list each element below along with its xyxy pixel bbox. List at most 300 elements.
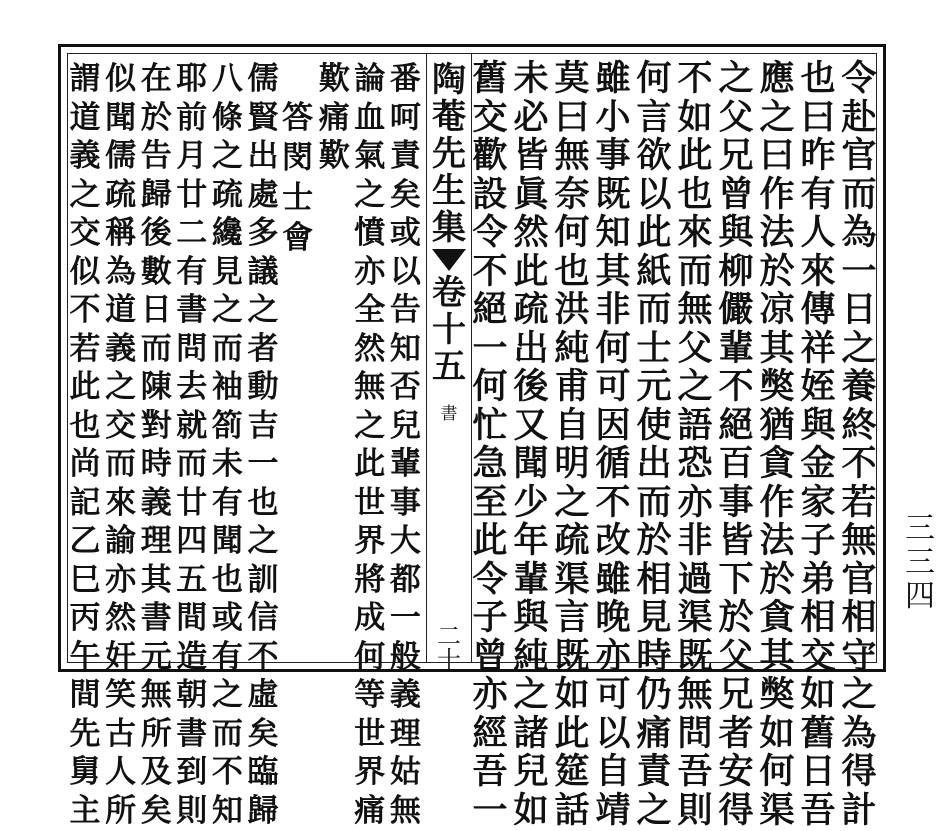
glyph: 痛 — [354, 792, 386, 829]
glyph: 交 — [69, 215, 101, 251]
glyph: 不 — [472, 250, 508, 292]
glyph: 道 — [69, 99, 101, 136]
glyph: 非 — [595, 289, 631, 330]
glyph: 絕 — [718, 404, 754, 446]
glyph: 告 — [389, 292, 421, 328]
glyph: 記 — [69, 484, 101, 521]
glyph: 疏 — [211, 176, 243, 213]
glyph: 無 — [677, 289, 713, 330]
glyph: 大 — [389, 523, 421, 559]
glyph: 見 — [211, 253, 243, 290]
title-char: 陶 — [432, 60, 466, 100]
glyph: 欲 — [636, 135, 672, 176]
glyph: 世 — [354, 484, 386, 521]
glyph: 曰 — [759, 135, 795, 176]
glyph: 來 — [800, 250, 836, 292]
text-column — [593, 58, 633, 831]
glyph: 廿 — [176, 176, 208, 213]
text-column — [174, 60, 210, 829]
glyph: 交 — [800, 635, 836, 677]
glyph: 此 — [69, 369, 101, 405]
glyph: 動 — [247, 369, 279, 405]
text-block — [67, 53, 877, 831]
glyph: 乙 — [69, 523, 101, 559]
glyph: 兄 — [718, 674, 754, 715]
glyph: 界 — [354, 754, 386, 790]
glyph: 而 — [105, 446, 137, 482]
glyph: 古 — [105, 715, 137, 752]
glyph: 於 — [759, 558, 795, 600]
glyph: 日 — [841, 289, 877, 330]
glyph: 如 — [759, 712, 795, 754]
glyph: 經 — [472, 712, 508, 754]
glyph: 時 — [140, 446, 172, 482]
glyph: 諸 — [513, 712, 549, 754]
heading-char: 士 — [282, 180, 314, 216]
glyph: 笑 — [105, 677, 137, 713]
glyph: 有 — [211, 484, 243, 521]
glyph: 而 — [211, 715, 243, 752]
glyph: 如 — [513, 789, 549, 831]
glyph: 稱 — [105, 215, 137, 251]
glyph: 柳 — [718, 250, 754, 292]
glyph: 般 — [389, 638, 421, 675]
glyph: 問 — [677, 712, 713, 754]
glyph: 兒 — [389, 407, 421, 444]
glyph: 何 — [759, 751, 795, 792]
glyph: 可 — [595, 674, 631, 715]
glyph: 之 — [841, 674, 877, 715]
glyph: 作 — [759, 173, 795, 215]
text-column — [103, 60, 139, 829]
glyph: 也 — [554, 250, 590, 292]
glyph: 有 — [211, 638, 243, 675]
glyph: 耶 — [176, 61, 208, 97]
glyph: 如 — [677, 96, 713, 138]
glyph: 箚 — [211, 407, 243, 444]
glyph: 法 — [759, 520, 795, 561]
glyph: 出 — [247, 138, 279, 174]
volume-char: 卷 — [432, 273, 466, 313]
glyph: 應 — [759, 58, 795, 99]
glyph: 然 — [513, 212, 549, 253]
glyph: 獘 — [759, 674, 795, 715]
glyph: 渠 — [554, 558, 590, 600]
text-column — [634, 58, 674, 831]
glyph: 來 — [105, 484, 137, 521]
text-column — [511, 58, 551, 831]
glyph: 何 — [595, 327, 631, 369]
glyph: 無 — [140, 677, 172, 713]
glyph: 而 — [176, 446, 208, 482]
glyph: 義 — [389, 677, 421, 713]
glyph: 都 — [389, 561, 421, 598]
glyph: 其 — [759, 635, 795, 677]
leaf-char: 十 — [437, 646, 461, 674]
glyph: 氣 — [354, 138, 386, 174]
glyph: 使 — [636, 404, 672, 446]
glyph: 非 — [677, 520, 713, 561]
title-char: 集 — [432, 208, 466, 248]
text-column — [316, 60, 352, 666]
glyph: 眞 — [513, 173, 549, 215]
glyph: 姪 — [800, 366, 836, 407]
glyph: 過 — [677, 558, 713, 600]
glyph: 恐 — [677, 443, 713, 484]
glyph: 時 — [636, 635, 672, 677]
glyph: 之 — [718, 58, 754, 99]
glyph: 信 — [247, 600, 279, 636]
text-column — [757, 58, 797, 831]
glyph: 小 — [595, 96, 631, 138]
glyph: 於 — [140, 99, 172, 136]
glyph: 者 — [247, 330, 279, 367]
glyph: 亦 — [595, 635, 631, 677]
glyph: 不 — [247, 638, 279, 675]
glyph: 之 — [211, 138, 243, 174]
glyph: 一 — [389, 600, 421, 636]
glyph: 父 — [718, 96, 754, 138]
glyph: 奈 — [554, 173, 590, 215]
glyph: 間 — [176, 600, 208, 636]
glyph: 得 — [718, 789, 754, 831]
glyph: 赴 — [841, 96, 877, 138]
glyph: 二 — [176, 215, 208, 251]
text-column — [675, 58, 715, 831]
glyph: 吾 — [472, 751, 508, 792]
glyph: 朝 — [176, 677, 208, 713]
glyph: 話 — [554, 789, 590, 831]
glyph: 聞 — [105, 99, 137, 136]
glyph: 曾 — [472, 635, 508, 677]
glyph: 事 — [595, 135, 631, 176]
glyph: 忙 — [472, 404, 508, 446]
category-label: 書 — [440, 404, 458, 424]
glyph: 賢 — [247, 99, 279, 136]
glyph: 論 — [354, 61, 386, 97]
glyph: 事 — [389, 484, 421, 521]
glyph: 主 — [69, 792, 101, 829]
glyph: 不 — [211, 754, 243, 790]
glyph: 月 — [176, 138, 208, 174]
page-number-char: 四 — [905, 579, 935, 614]
glyph: 書 — [176, 715, 208, 752]
glyph: 曾 — [718, 173, 754, 215]
glyph: 之 — [636, 789, 672, 831]
glyph: 血 — [354, 99, 386, 136]
glyph: 輩 — [513, 558, 549, 600]
glyph: 痛 — [318, 99, 350, 136]
glyph: 皆 — [513, 135, 549, 176]
glyph: 下 — [718, 558, 754, 600]
glyph: 元 — [636, 366, 672, 407]
glyph: 世 — [354, 715, 386, 752]
glyph: 少 — [513, 481, 549, 523]
glyph: 得 — [841, 751, 877, 792]
glyph: 甫 — [554, 366, 590, 407]
glyph: 設 — [472, 173, 508, 215]
glyph: 明 — [554, 443, 590, 484]
glyph: 似 — [69, 253, 101, 290]
glyph: 有 — [176, 253, 208, 290]
glyph: 安 — [718, 751, 754, 792]
glyph: 舊 — [472, 58, 508, 99]
glyph: 為 — [105, 253, 137, 290]
glyph: 為 — [841, 212, 877, 253]
glyph: 言 — [636, 96, 672, 138]
glyph: 袖 — [211, 369, 243, 405]
text-column — [798, 58, 838, 831]
glyph: 聞 — [513, 443, 549, 484]
glyph: 亦 — [677, 481, 713, 523]
glyph: 臨 — [247, 754, 279, 790]
glyph: 以 — [595, 712, 631, 754]
glyph: 數 — [140, 253, 172, 290]
glyph: 終 — [841, 404, 877, 446]
glyph: 前 — [176, 99, 208, 136]
glyph: 巳 — [69, 561, 101, 598]
glyph: 於 — [718, 597, 754, 638]
glyph: 莫 — [554, 58, 590, 99]
glyph: 吾 — [800, 789, 836, 831]
glyph: 歸 — [140, 176, 172, 213]
glyph: 交 — [105, 407, 137, 444]
glyph: 貪 — [759, 597, 795, 638]
glyph: 書 — [176, 292, 208, 328]
glyph: 其 — [759, 327, 795, 369]
glyph: 無 — [554, 135, 590, 176]
glyph: 憤 — [354, 215, 386, 251]
glyph: 渠 — [759, 789, 795, 831]
glyph: 纔 — [211, 215, 243, 251]
glyph: 之 — [354, 407, 386, 444]
glyph: 成 — [354, 600, 386, 636]
glyph: 年 — [513, 520, 549, 561]
glyph: 又 — [513, 404, 549, 446]
glyph: 尚 — [69, 446, 101, 482]
glyph: 來 — [677, 212, 713, 253]
glyph: 何 — [554, 212, 590, 253]
glyph: 之 — [105, 369, 137, 405]
glyph: 疏 — [105, 176, 137, 213]
glyph: 輩 — [389, 446, 421, 482]
glyph: 亦 — [354, 253, 386, 290]
glyph: 午 — [69, 638, 101, 675]
glyph: 之 — [759, 96, 795, 138]
glyph: 無 — [354, 369, 386, 405]
glyph: 亦 — [105, 561, 137, 598]
glyph: 也 — [800, 58, 836, 99]
glyph: 此 — [677, 135, 713, 176]
glyph: 人 — [105, 754, 137, 790]
title-char: 菴 — [432, 97, 466, 137]
glyph: 之 — [841, 327, 877, 369]
glyph: 造 — [176, 638, 208, 675]
glyph: 四 — [176, 523, 208, 559]
center-fold — [426, 54, 472, 674]
glyph: 未 — [513, 58, 549, 99]
glyph: 理 — [389, 715, 421, 752]
page-frame — [58, 44, 886, 831]
glyph: 間 — [69, 677, 101, 713]
glyph: 急 — [472, 443, 508, 484]
glyph: 先 — [69, 715, 101, 752]
glyph: 多 — [247, 215, 279, 251]
leaf-number — [427, 624, 471, 672]
glyph: 一 — [841, 250, 877, 292]
glyph: 痛 — [636, 712, 672, 754]
glyph: 五 — [176, 561, 208, 598]
glyph: 相 — [841, 597, 877, 638]
glyph: 義 — [140, 484, 172, 521]
glyph: 官 — [841, 135, 877, 176]
glyph: 到 — [176, 754, 208, 790]
glyph: 者 — [718, 712, 754, 754]
glyph: 理 — [140, 523, 172, 559]
glyph: 八 — [211, 61, 243, 97]
glyph: 父 — [677, 327, 713, 369]
glyph: 一 — [247, 446, 279, 482]
glyph: 言 — [554, 597, 590, 638]
glyph: 其 — [595, 250, 631, 292]
glyph: 問 — [176, 330, 208, 367]
glyph: 若 — [69, 330, 101, 367]
glyph: 令 — [472, 212, 508, 253]
glyph: 訓 — [247, 561, 279, 598]
glyph: 曰 — [554, 96, 590, 138]
glyph: 歎 — [318, 61, 350, 97]
glyph: 猶 — [759, 404, 795, 446]
glyph: 子 — [472, 597, 508, 638]
glyph: 傳 — [800, 289, 836, 330]
glyph: 而 — [841, 173, 877, 215]
glyph: 此 — [636, 212, 672, 253]
glyph: 然 — [354, 330, 386, 367]
glyph: 謂 — [69, 61, 101, 97]
glyph: 其 — [140, 561, 172, 598]
glyph: 之 — [247, 292, 279, 328]
glyph: 否 — [389, 369, 421, 405]
title-char: 先 — [432, 134, 466, 174]
text-column — [245, 60, 281, 829]
page-number-char: 三 — [905, 545, 935, 580]
glyph: 如 — [800, 674, 836, 715]
glyph: 此 — [513, 250, 549, 292]
glyph: 聞 — [211, 523, 243, 559]
glyph: 之 — [513, 674, 549, 715]
glyph: 儒 — [105, 138, 137, 174]
glyph: 晚 — [595, 597, 631, 638]
glyph: 及 — [140, 754, 172, 790]
glyph: 丙 — [69, 600, 101, 636]
glyph: 不 — [595, 481, 631, 523]
glyph: 而 — [677, 250, 713, 292]
glyph: 也 — [69, 407, 101, 444]
glyph: 自 — [595, 751, 631, 792]
glyph: 事 — [718, 481, 754, 523]
glyph: 見 — [636, 597, 672, 638]
glyph: 對 — [140, 407, 172, 444]
glyph: 皆 — [718, 520, 754, 561]
glyph: 日 — [800, 751, 836, 792]
glyph: 之 — [247, 523, 279, 559]
glyph: 有 — [800, 173, 836, 215]
glyph: 疏 — [513, 289, 549, 330]
glyph: 洪 — [554, 289, 590, 330]
glyph: 無 — [677, 674, 713, 715]
glyph: 知 — [389, 330, 421, 367]
glyph: 昨 — [800, 135, 836, 176]
glyph: 奸 — [105, 638, 137, 675]
glyph: 而 — [636, 289, 672, 330]
glyph: 官 — [841, 558, 877, 600]
glyph: 自 — [554, 404, 590, 446]
glyph: 之 — [211, 292, 243, 328]
glyph: 靖 — [595, 789, 631, 831]
glyph: 歸 — [247, 792, 279, 829]
glyph: 弟 — [800, 558, 836, 600]
glyph: 界 — [354, 523, 386, 559]
glyph: 之 — [677, 366, 713, 407]
glyph: 條 — [211, 99, 243, 136]
glyph: 兄 — [718, 135, 754, 176]
glyph: 於 — [759, 250, 795, 292]
glyph: 養 — [841, 366, 877, 407]
glyph: 儒 — [247, 61, 279, 97]
glyph: 則 — [677, 789, 713, 831]
glyph: 而 — [140, 330, 172, 367]
glyph: 疏 — [554, 520, 590, 561]
glyph: 然 — [105, 600, 137, 636]
glyph: 呵 — [389, 99, 421, 136]
glyph: 責 — [636, 751, 672, 792]
glyph: 必 — [513, 96, 549, 138]
volume-char: 十 — [432, 310, 466, 350]
text-column — [839, 58, 879, 831]
glyph: 書 — [140, 600, 172, 636]
glyph: 此 — [554, 712, 590, 754]
glyph: 處 — [247, 176, 279, 213]
glyph: 金 — [800, 443, 836, 484]
glyph: 家 — [800, 481, 836, 523]
glyph: 循 — [595, 443, 631, 484]
glyph: 之 — [554, 481, 590, 523]
glyph: 番 — [389, 61, 421, 97]
glyph: 後 — [513, 366, 549, 407]
glyph: 或 — [211, 600, 243, 636]
glyph: 不 — [841, 443, 877, 484]
glyph: 知 — [595, 212, 631, 253]
glyph: 凉 — [759, 289, 795, 330]
glyph: 純 — [513, 635, 549, 677]
glyph: 去 — [176, 369, 208, 405]
glyph: 一 — [472, 327, 508, 369]
glyph: 如 — [554, 674, 590, 715]
glyph: 守 — [841, 635, 877, 677]
glyph: 義 — [69, 138, 101, 174]
glyph: 矣 — [140, 792, 172, 829]
glyph: 不 — [69, 292, 101, 328]
glyph: 輩 — [718, 327, 754, 369]
glyph: 將 — [354, 561, 386, 598]
glyph: 矣 — [389, 176, 421, 213]
glyph: 令 — [472, 558, 508, 600]
glyph: 就 — [176, 407, 208, 444]
text-column — [352, 60, 388, 829]
text-column — [387, 60, 423, 829]
glyph: 議 — [247, 253, 279, 290]
glyph: 出 — [636, 443, 672, 484]
